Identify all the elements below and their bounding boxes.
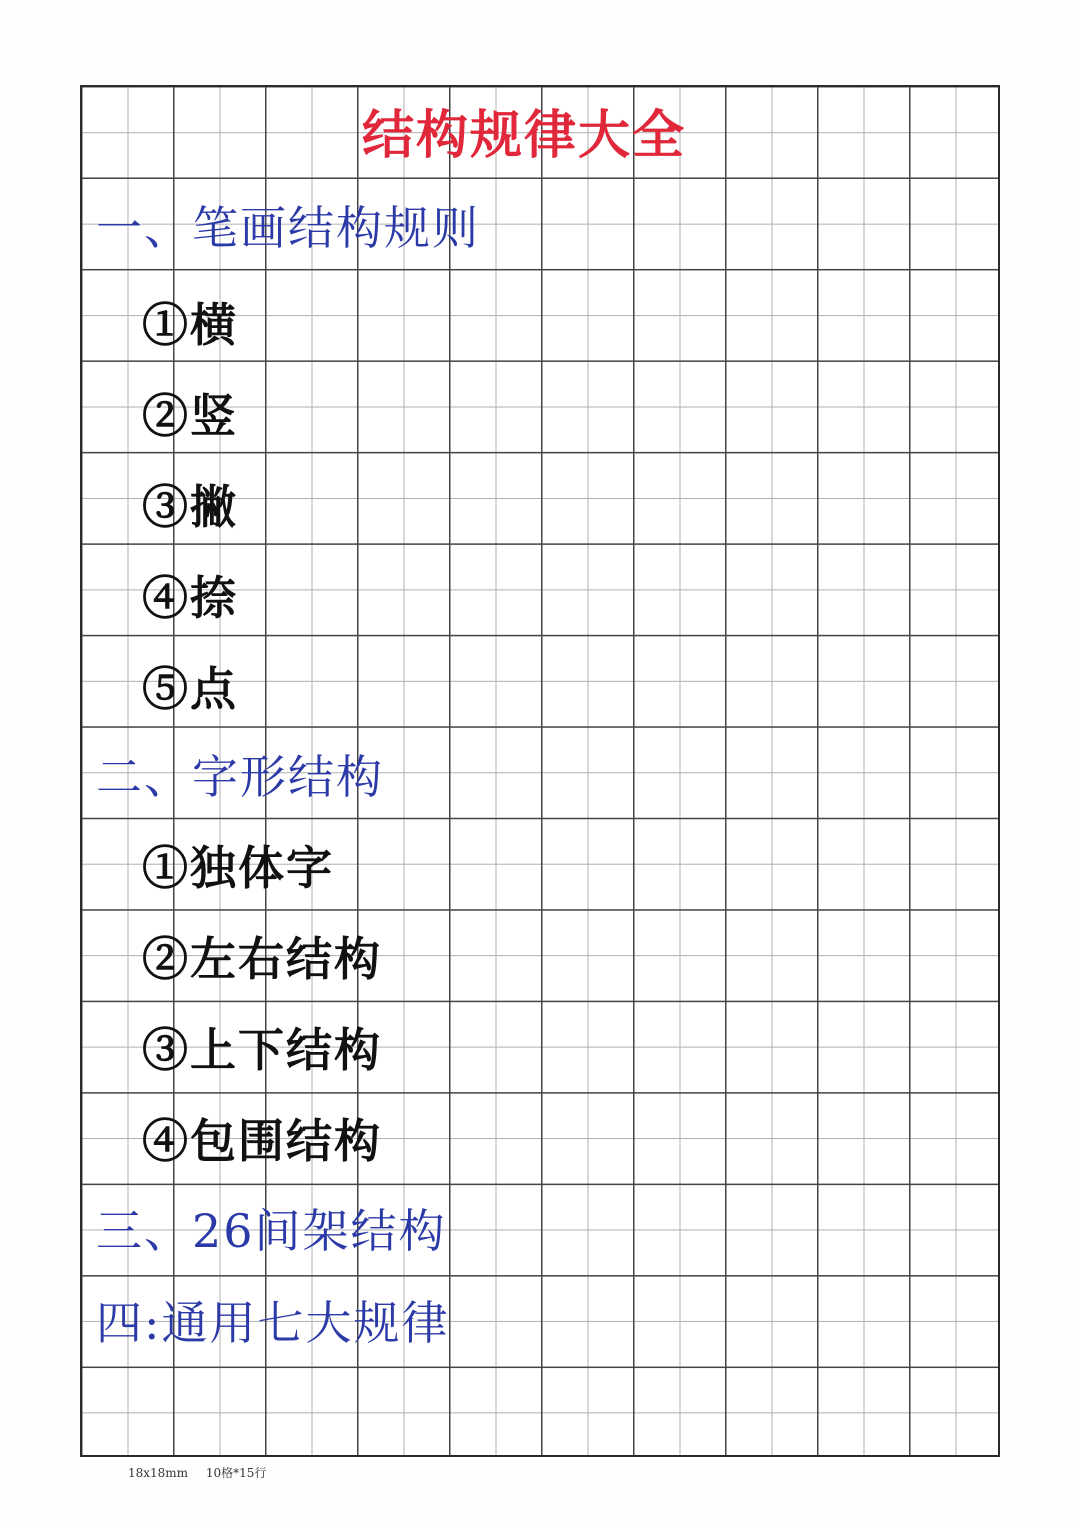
section-heading-1: 一、笔画结构规则 <box>96 201 480 255</box>
footer-size: 18x18mm <box>128 1466 189 1480</box>
shape-item-2: ②左右结构 <box>142 932 382 986</box>
shape-item-4: ④包围结构 <box>142 1114 382 1168</box>
stroke-item-1: ①横 <box>142 298 238 352</box>
page-title: 结构规律大全 <box>362 105 687 166</box>
stroke-item-5: ⑤点 <box>142 662 238 716</box>
stroke-item-4: ④捺 <box>142 571 238 625</box>
shape-item-1: ①独体字 <box>142 841 334 895</box>
section-heading-4: 四:通用七大规律 <box>96 1296 450 1350</box>
shape-item-3: ③上下结构 <box>142 1023 382 1077</box>
grid-spec-footer <box>128 1464 266 1481</box>
stroke-item-3: ③撇 <box>142 480 238 534</box>
stroke-item-2: ②竖 <box>142 389 238 443</box>
footer-spec: 10格*15行 <box>205 1466 267 1480</box>
section-heading-2: 二、字形结构 <box>96 750 384 804</box>
section-heading-3: 三、26间架结构 <box>96 1204 447 1258</box>
